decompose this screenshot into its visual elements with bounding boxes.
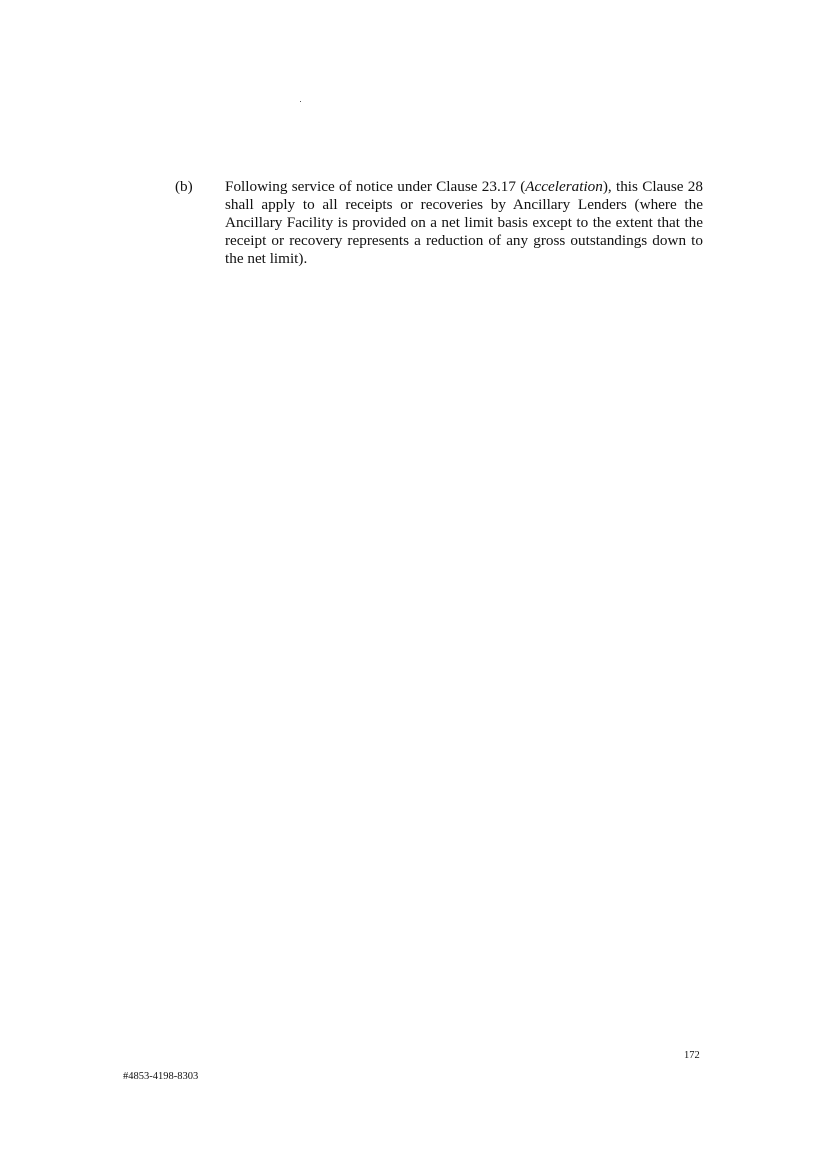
- clause-italic-heading-reference: Acceleration: [525, 178, 603, 195]
- clause-label: (b): [175, 178, 193, 195]
- page-number: 172: [684, 1050, 700, 1061]
- clause-text: [225, 178, 703, 268]
- clause-text-end: ), this Clause 28 shall apply to all receipts or recoveries by Ancillary Lenders (where the Ancillary Facility is provided on a net limit basis except to the extent that the receipt or recovery represents a reduction of any gross outstandings down to the net limit).: [225, 178, 703, 267]
- scan-artifact-dot: [300, 101, 301, 102]
- clause-text-start: Following service of notice under Clause 23.17 (: [225, 178, 526, 195]
- document-reference: #4853-4198-8303: [123, 1071, 199, 1082]
